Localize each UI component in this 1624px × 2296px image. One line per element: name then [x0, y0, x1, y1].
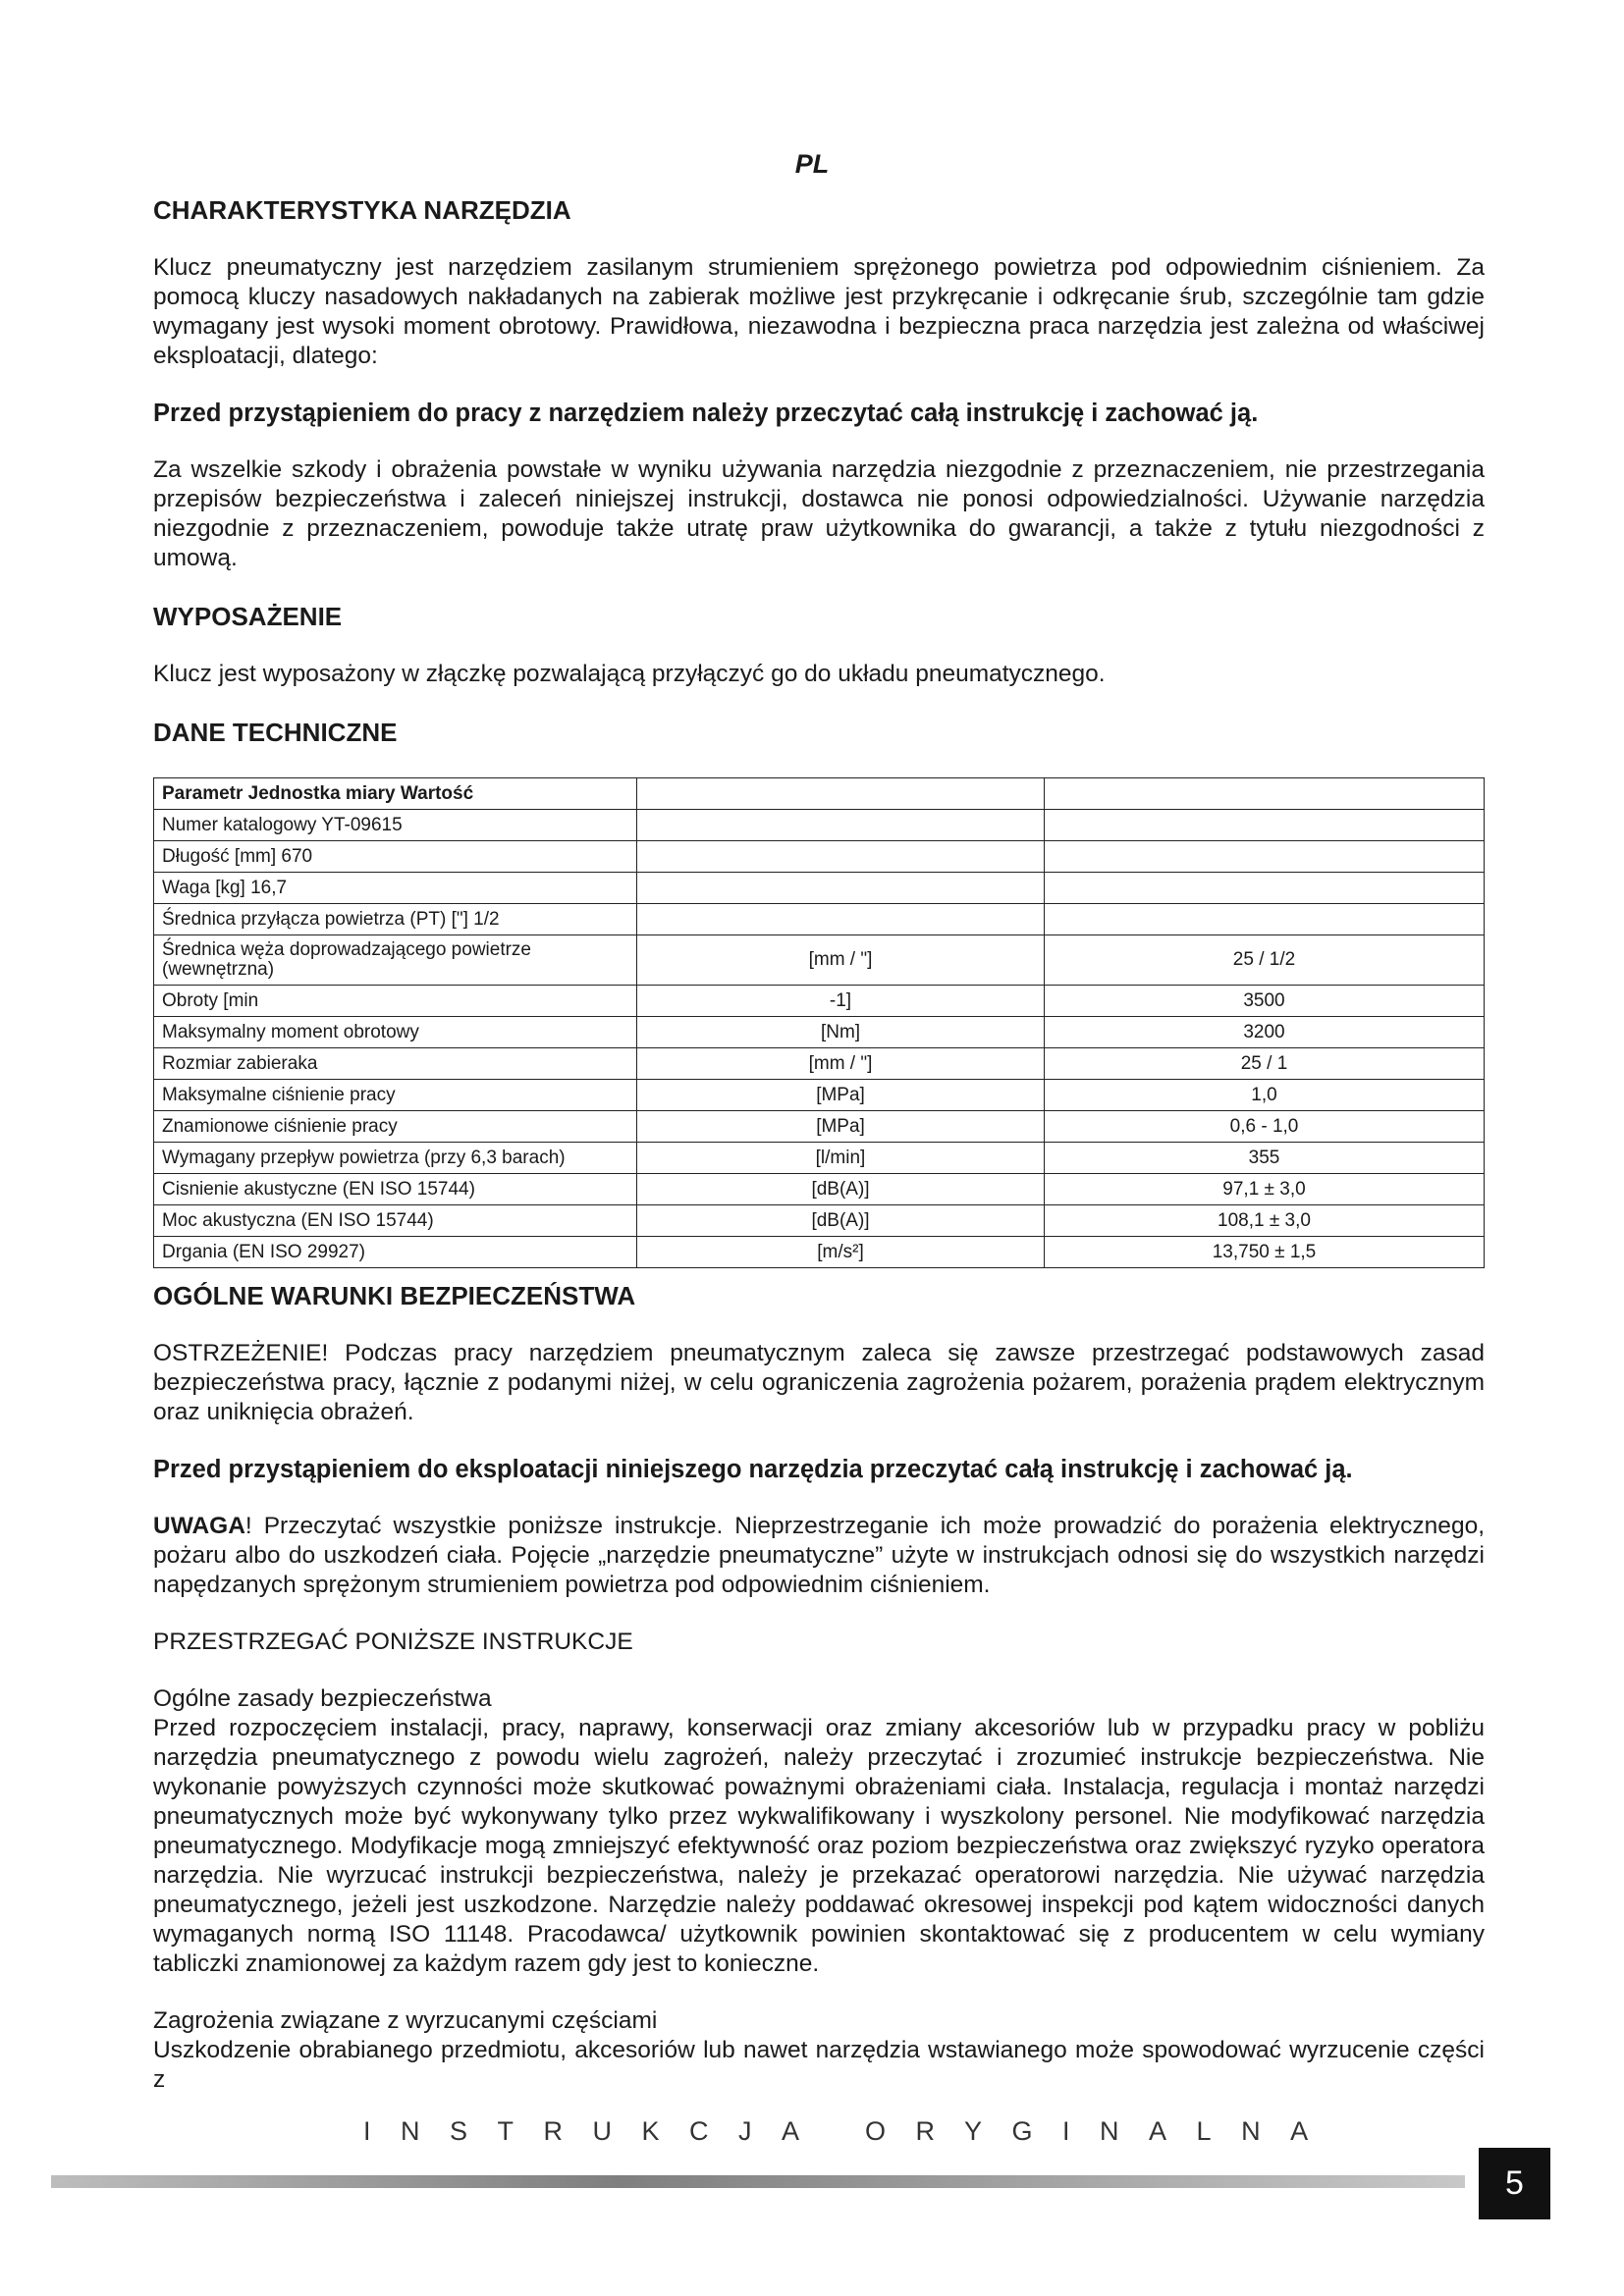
paragraph-liability: Za wszelkie szkody i obrażenia powstałe w wyniku używania narzędzia niezgodnie z przeznaczeniem, nie przestrzegania przepisów bezpieczeństwa i zaleceń niniejszej instrukcji, dostawca nie ponosi odpowiedzialności. Używanie narzędzia niezgodnie z przeznaczeniem, powoduje także utratę praw użytkownika do gwarancji, a także z tytułu niezgodności z umową.	[153, 456, 1485, 571]
table-cell-value: 25 / 1	[1045, 1048, 1485, 1080]
table-row	[154, 778, 1485, 810]
table-row	[154, 1174, 1485, 1205]
table-cell-value	[1045, 873, 1485, 904]
table-cell-unit: [mm / "]	[637, 935, 1045, 986]
table-cell-parameter: Numer katalogowy YT-09615	[154, 810, 637, 841]
paragraph-description: Klucz pneumatyczny jest narzędziem zasilanym strumieniem sprężonego powietrza pod odpowiednim ciśnieniem. Za pomocą kluczy nasadowych nakładanych na zabierak możliwe jest przykręcanie i odkręcanie śrub, szczególnie tam gdzie wymagany jest wysoki moment obrotowy. Prawidłowa, niezawodna i bezpieczna praca narzędzia jest zależna od właściwej eksploatacji, dlatego:	[153, 254, 1485, 369]
paragraph-read-before-use: Przed przystąpieniem do eksploatacji niniejszego narzędzia przeczytać całą instrukcję i zachować ją.	[153, 1456, 1353, 1483]
page-content	[153, 194, 1485, 2095]
heading-charakterystyka: CHARAKTERYSTYKA NARZĘDZIA	[153, 195, 571, 225]
table-cell-unit: [mm / "]	[637, 1048, 1045, 1080]
table-cell-unit: -1]	[637, 986, 1045, 1017]
table-row	[154, 1111, 1485, 1143]
table-cell-parameter: Drgania (EN ISO 29927)	[154, 1237, 637, 1268]
table-cell-parameter: Średnica węża doprowadzającego powietrze (wewnętrzna)	[154, 935, 637, 986]
paragraph-follow-instructions: PRZESTRZEGAĆ PONIŻSZE INSTRUKCJE	[153, 1629, 633, 1655]
paragraph-warning: OSTRZEŻENIE! Podczas pracy narzędziem pneumatycznym zaleca się zawsze przestrzegać podstawowych zasad bezpieczeństwa pracy, łącznie z podanymi niżej, w celu ograniczenia zagrożenia pożarem, porażenia prądem elektrycznym oraz uniknięcia obrażeń.	[153, 1340, 1485, 1425]
paragraph-general-safety: Przed rozpoczęciem instalacji, pracy, naprawy, konserwacji oraz zmiany akcesoriów lub w przypadku pracy w pobliżu narzędzia pneumatycznego z powodu wielu zagrożeń, należy przeczytać i zrozumieć instrukcje bezpieczeństwa. Nie wykonanie powyższych czynności może skutkować poważnymi obrażeniami ciała. Instalacja, regulacja i montaż narzędzi pneumatycznych może być wykonywany tylko przez wykwalifikowany i wyszkolony personel. Nie modyfikować narzędzia pneumatycznego. Modyfikacje mogą zmniejszyć efektywność oraz poziom bezpieczeństwa oraz zwiększyć ryzyko operatora narzędzia. Nie wyrzucać instrukcji bezpieczeństwa, należy je przekazać operatorowi narzędzia. Nie używać narzędzia pneumatycznego, jeżeli jest uszkodzone. Narzędzie należy poddawać okresowej inspekcji pod kątem widoczności danych wymaganych normą ISO 11148. Pracodawca/ użytkownik powinien skontaktować się z producentem w celu wymiany tabliczki znamionowej za każdym razem gdy jest to konieczne.	[153, 1715, 1485, 1977]
table-row	[154, 1017, 1485, 1048]
table-cell-value	[1045, 904, 1485, 935]
table-cell-parameter: Obroty [min	[154, 986, 637, 1017]
table-cell-unit: [m/s²]	[637, 1237, 1045, 1268]
table-cell-value	[1045, 778, 1485, 810]
table-cell-parameter: Parametr Jednostka miary Wartość	[154, 778, 637, 810]
table-cell-parameter: Cisnienie akustyczne (EN ISO 15744)	[154, 1174, 637, 1205]
table-cell-unit	[637, 841, 1045, 873]
attention-label: UWAGA	[153, 1513, 245, 1539]
table-cell-parameter: Maksymalny moment obrotowy	[154, 1017, 637, 1048]
footer-title: INSTRUKCJA ORYGINALNA	[363, 2116, 1338, 2146]
heading-dane-techniczne: DANE TECHNICZNE	[153, 718, 398, 747]
table-cell-value: 25 / 1/2	[1045, 935, 1485, 986]
table-cell-value: 3500	[1045, 986, 1485, 1017]
table-cell-parameter: Znamionowe ciśnienie pracy	[154, 1111, 637, 1143]
table-row	[154, 904, 1485, 935]
table-cell-value	[1045, 810, 1485, 841]
table-row	[154, 873, 1485, 904]
table-cell-value: 1,0	[1045, 1080, 1485, 1111]
table-cell-value: 355	[1045, 1143, 1485, 1174]
page-number: 5	[1479, 2148, 1550, 2219]
table-cell-parameter: Długość [mm] 670	[154, 841, 637, 873]
paragraph-ejected-parts: Uszkodzenie obrabianego przedmiotu, akcesoriów lub nawet narzędzia wstawianego może spowodować wyrzucenie części z	[153, 2037, 1485, 2093]
table-cell-parameter: Wymagany przepływ powietrza (przy 6,3 barach)	[154, 1143, 637, 1174]
attention-text: ! Przeczytać wszystkie poniższe instrukcje. Nieprzestrzeganie ich może prowadzić do porażenia elektrycznego, pożaru albo do uszkodzeń ciała. Pojęcie „narzędzie pneumatyczne” użyte w instrukcjach odnosi się do wszystkich narzędzi napędzanych sprężonym strumieniem powietrza pod odpowiednim ciśnieniem.	[153, 1513, 1485, 1598]
table-cell-unit: [MPa]	[637, 1111, 1045, 1143]
table-cell-parameter: Waga [kg] 16,7	[154, 873, 637, 904]
heading-wyposazenie: WYPOSAŻENIE	[153, 602, 343, 631]
table-row	[154, 841, 1485, 873]
footer-bar	[51, 2175, 1465, 2188]
table-cell-value	[1045, 841, 1485, 873]
table-cell-parameter: Średnica przyłącza powietrza (PT) ["] 1/2	[154, 904, 637, 935]
table-cell-value: 108,1 ± 3,0	[1045, 1205, 1485, 1237]
table-cell-unit	[637, 810, 1045, 841]
table-cell-unit: [dB(A)]	[637, 1174, 1045, 1205]
table-cell-parameter: Rozmiar zabieraka	[154, 1048, 637, 1080]
table-cell-value: 13,750 ± 1,5	[1045, 1237, 1485, 1268]
table-cell-unit: [Nm]	[637, 1017, 1045, 1048]
table-cell-unit	[637, 873, 1045, 904]
table-row	[154, 810, 1485, 841]
table-row	[154, 935, 1485, 986]
paragraph-read-instructions: Przed przystąpieniem do pracy z narzędziem należy przeczytać całą instrukcję i zachować ją.	[153, 400, 1259, 427]
paragraph-equipment: Klucz jest wyposażony w złączkę pozwalającą przyłączyć go do układu pneumatycznego.	[153, 661, 1106, 687]
technical-data-table	[153, 777, 1485, 1268]
table-cell-unit: [MPa]	[637, 1080, 1045, 1111]
table-cell-value: 3200	[1045, 1017, 1485, 1048]
table-cell-value: 0,6 - 1,0	[1045, 1111, 1485, 1143]
table-cell-value: 97,1 ± 3,0	[1045, 1174, 1485, 1205]
table-row	[154, 1237, 1485, 1268]
subheading-general-safety: Ogólne zasady bezpieczeństwa	[153, 1685, 492, 1712]
table-cell-parameter: Moc akustyczna (EN ISO 15744)	[154, 1205, 637, 1237]
table-row	[154, 986, 1485, 1017]
table-row	[154, 1143, 1485, 1174]
subheading-ejected-parts: Zagrożenia związane z wyrzucanymi częściami	[153, 2007, 658, 2034]
table-row	[154, 1205, 1485, 1237]
language-marker: PL	[794, 149, 830, 179]
table-cell-parameter: Maksymalne ciśnienie pracy	[154, 1080, 637, 1111]
table-row	[154, 1080, 1485, 1111]
paragraph-attention	[153, 1512, 1485, 1600]
heading-ogolne-warunki: OGÓLNE WARUNKI BEZPIECZEŃSTWA	[153, 1281, 636, 1310]
table-cell-unit: [dB(A)]	[637, 1205, 1045, 1237]
table-row	[154, 1048, 1485, 1080]
table-cell-unit	[637, 778, 1045, 810]
table-cell-unit: [l/min]	[637, 1143, 1045, 1174]
table-cell-unit	[637, 904, 1045, 935]
